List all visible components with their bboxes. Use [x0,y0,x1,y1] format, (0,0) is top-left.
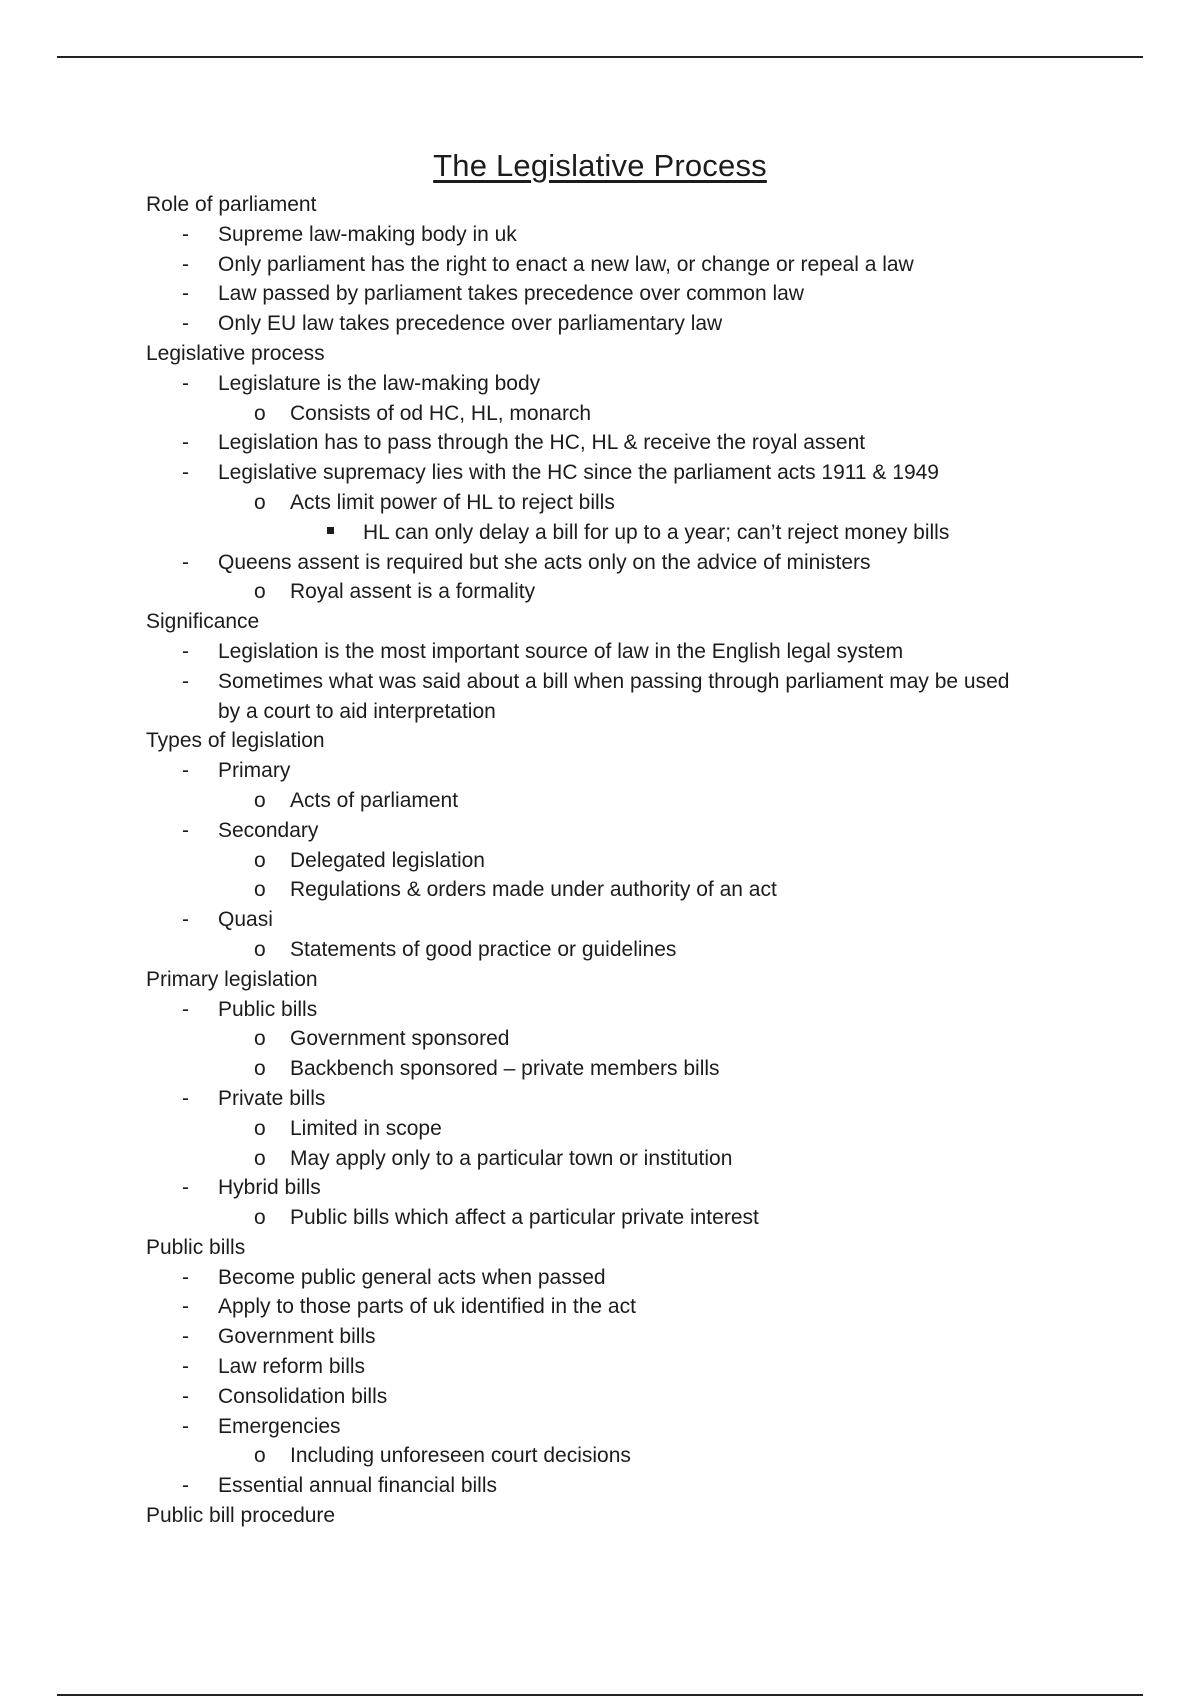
section-heading [0,190,1200,220]
section-heading [0,726,1200,756]
line-text: Public bills which affect a particular private interest [290,1206,759,1230]
line-text: Hybrid bills [218,1176,321,1200]
circle-bullet-icon: o [254,878,266,902]
line-text: Legislative supremacy lies with the HC since the parliament acts 1911 & 1949 [218,461,939,485]
line-text: Primary legislation [146,967,318,991]
circle-bullet-icon: o [254,1444,266,1468]
section-heading [0,1233,1200,1263]
list-item [0,995,1200,1025]
list-item [0,458,1200,488]
line-text: Supreme law-making body in uk [218,222,517,246]
list-item [0,1054,1200,1084]
line-text: Types of legislation [146,729,325,753]
list-item [0,1084,1200,1114]
list-item [0,1144,1200,1174]
list-item [0,1352,1200,1382]
line-text: Legislation has to pass through the HC, HL & receive the royal assent [218,431,866,455]
section-heading [0,965,1200,995]
dash-bullet-icon: - [182,1295,189,1319]
list-item [0,1292,1200,1322]
dash-bullet-icon: - [182,550,189,574]
line-text: Only parliament has the right to enact a new law, or change or repeal a law [218,252,914,276]
line-text: Apply to those parts of uk identified in the act [218,1295,636,1319]
list-item [0,816,1200,846]
list-item [0,1322,1200,1352]
list-item [0,637,1200,667]
line-text: Role of parliament [146,193,317,216]
dash-bullet-icon: - [182,669,189,693]
list-item [0,399,1200,429]
dash-bullet-icon: - [182,1384,189,1408]
list-item [0,1173,1200,1203]
line-text: Secondary [218,818,319,842]
list-item [0,279,1200,309]
section-heading [0,339,1200,369]
line-text: Primary [218,759,291,783]
line-text: HL can only delay a bill for up to a year; can’t reject money bills [363,520,950,544]
document-body [0,190,1200,1531]
line-text: Queens assent is required but she acts only on the advice of ministers [218,550,871,574]
line-text: Government bills [218,1325,376,1349]
dash-bullet-icon: - [182,431,189,455]
list-item [0,935,1200,965]
circle-bullet-icon: o [254,401,266,425]
list-item [0,846,1200,876]
list-item [0,309,1200,339]
circle-bullet-icon: o [254,1057,266,1081]
line-text: Acts of parliament [290,788,459,812]
list-item [0,1114,1200,1144]
circle-bullet-icon: o [254,1027,266,1051]
line-text: Private bills [218,1086,326,1110]
dash-bullet-icon: - [182,997,189,1021]
list-item [0,220,1200,250]
list-item [0,1382,1200,1412]
circle-bullet-icon: o [254,1206,266,1230]
line-text: Law passed by parliament takes precedence over common law [218,282,804,306]
line-text: Law reform bills [218,1355,366,1379]
line-text: Legislature is the law-making body [218,371,541,395]
line-text: Become public general acts when passed [218,1265,606,1289]
page-title: The Legislative Process [433,148,767,183]
line-text: Acts limit power of HL to reject bills [290,490,615,514]
line-text: Sometimes what was said about a bill when passing through parliament may be used [218,669,1010,693]
line-text: Consolidation bills [218,1384,388,1408]
dash-bullet-icon: - [182,1086,189,1110]
line-text: Quasi [218,908,273,932]
dash-bullet-icon: - [182,371,189,395]
line-text: Emergencies [218,1414,341,1438]
line-text: Regulations & orders made under authority of an act [290,878,777,902]
list-item [0,1441,1200,1471]
dash-bullet-icon: - [182,312,189,336]
list-item [0,1471,1200,1501]
list-item [0,875,1200,905]
line-text: Public bill procedure [146,1504,336,1528]
line-text: Government sponsored [290,1027,510,1051]
section-heading [0,1501,1200,1531]
list-item [0,428,1200,458]
circle-bullet-icon: o [254,1146,266,1170]
list-item [0,548,1200,578]
line-text: Statements of good practice or guidelines [290,937,677,961]
dash-bullet-icon: - [182,908,189,932]
line-text: Delegated legislation [290,848,485,872]
dash-bullet-icon: - [182,1325,189,1349]
line-text: Essential annual financial bills [218,1474,497,1498]
line-text: Only EU law takes precedence over parliamentary law [218,312,723,336]
dash-bullet-icon: - [182,759,189,783]
list-item [0,369,1200,399]
circle-bullet-icon: o [254,848,266,872]
list-item [0,667,1200,697]
list-item [0,577,1200,607]
circle-bullet-icon: o [254,490,266,514]
list-item [0,905,1200,935]
list-item [0,250,1200,280]
line-text: Including unforeseen court decisions [290,1444,631,1468]
line-text: Royal assent is a formality [290,580,536,604]
circle-bullet-icon: o [254,788,266,812]
dash-bullet-icon: - [182,1414,189,1438]
list-item [0,518,1200,548]
line-text: May apply only to a particular town or institution [290,1146,733,1170]
dash-bullet-icon: - [182,252,189,276]
list-item [0,1412,1200,1442]
line-text: Public bills [146,1235,246,1259]
dash-bullet-icon: - [182,1265,189,1289]
dash-bullet-icon: - [182,639,189,663]
list-item [0,786,1200,816]
line-text: by a court to aid interpretation [218,699,496,723]
list-item [0,756,1200,786]
list-item [0,1024,1200,1054]
list-item [0,488,1200,518]
line-text: Consists of od HC, HL, monarch [290,401,592,425]
dash-bullet-icon: - [182,461,189,485]
footer-rule [57,1694,1143,1696]
line-text: Legislative process [146,341,325,365]
dash-bullet-icon: - [182,222,189,246]
list-item [0,1203,1200,1233]
circle-bullet-icon: o [254,1116,266,1140]
dash-bullet-icon: - [182,282,189,306]
dash-bullet-icon: - [182,1355,189,1379]
list-item [0,1263,1200,1293]
header-rule [57,56,1143,58]
list-item-continuation [0,697,1200,727]
square-bullet-icon [327,527,334,534]
line-text: Legislation is the most important source of law in the English legal system [218,639,904,663]
dash-bullet-icon: - [182,1176,189,1200]
dash-bullet-icon: - [182,818,189,842]
dash-bullet-icon: - [182,1474,189,1498]
line-text: Backbench sponsored – private members bills [290,1057,720,1081]
line-text: Limited in scope [290,1116,442,1140]
line-text: Public bills [218,997,318,1021]
line-text: Significance [146,610,260,634]
circle-bullet-icon: o [254,580,266,604]
section-heading [0,607,1200,637]
circle-bullet-icon: o [254,937,266,961]
